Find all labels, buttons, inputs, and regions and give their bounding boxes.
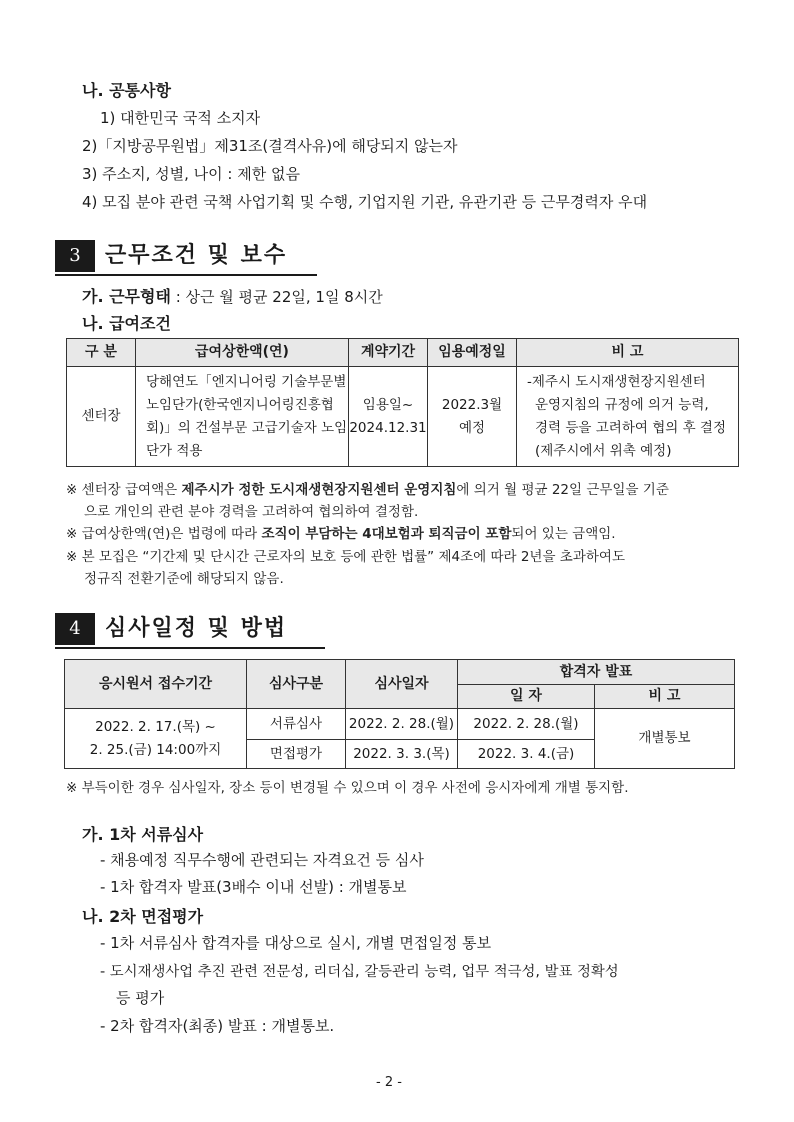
cell-type: 서류심사 [247,709,346,740]
remark-line: 운영지침의 규정에 의거 능력, [535,396,709,413]
header-remark: 비 고 [517,339,739,367]
header-contract: 계약기간 [349,339,428,367]
cell-remark: 개별통보 [595,709,735,769]
cell-appoint [428,367,517,467]
header-salary: 급여상한액(연) [136,339,349,367]
cell-date: 2022. 2. 28.(월) [346,709,458,740]
work-condition [82,284,383,307]
salary-table [66,338,739,467]
common-title: 나. 공통사항 [82,81,171,100]
cell-period [65,709,247,769]
cell-salary [136,367,349,467]
second-review-item-2: - 도시재생사업 추진 관련 전문성, 리더십, 갈등관리 능력, 업무 적극성, 발표 정확성 [100,964,619,980]
schedule-header-row-1 [65,660,735,685]
salary-line: 노임단가(한국엔지니어링진흥협 [146,396,334,413]
section4-underline [55,647,325,649]
table-row [67,367,739,467]
period-line: 2. 25.(금) 14:00까지 [89,741,222,758]
remark-line: 경력 등을 고려하여 협의 후 결정 [535,419,726,436]
schedule-table [64,659,735,769]
common-item-3: 3) 주소지, 성별, 나이 : 제한 없음 [82,165,300,183]
salary-note-1 [66,478,669,498]
salary-note-3-cont: 정규직 전환기준에 해당되지 않음. [84,571,284,587]
section3-heading [55,240,317,272]
cell-contract [349,367,428,467]
header-category: 구 분 [67,339,136,367]
pay-condition-label: 나. 급여조건 [82,314,171,333]
second-review-item-1: - 1차 서류심사 합격자를 대상으로 실시, 개별 면접일정 통보 [100,934,492,952]
note-bold: 제주시가 정한 도시재생현장지원센터 운영지침 [181,482,457,498]
common-item-4: 4) 모집 분야 관련 국책 사업기획 및 수행, 기업지원 기관, 유관기관 등 근무경력자 우대 [82,193,648,211]
salary-table-header [67,339,739,367]
note-text: ※ 센터장 급여액은 [66,482,182,498]
salary-note-3: ※ 본 모집은 “기간제 및 단시간 근로자의 보호 등에 관한 법률” 제4조에 따라 2년을 초과하여도 [66,549,625,565]
remark-line: -제주시 도시재생현장지원센터 [527,373,706,390]
second-review-item-3: - 2차 합격자(최종) 발표 : 개별통보. [100,1017,335,1035]
cell-category: 센터장 [67,367,136,467]
common-item-1: 1) 대한민국 국적 소지자 [100,109,261,127]
section3-underline [55,274,317,276]
note-text: 에 의거 월 평균 22일 근무일을 기준 [456,482,669,498]
second-review-title: 나. 2차 면접평가 [82,907,204,926]
salary-line: 단가 적용 [146,442,203,459]
cell-date: 2022. 3. 3.(목) [346,740,458,769]
header-period: 응시원서 접수기간 [65,660,247,709]
header-appoint: 임용예정일 [428,339,517,367]
header-type: 심사구분 [247,660,346,709]
appoint-line: 2022.3월 [441,396,503,413]
salary-line: 당해연도「엔지니어링 기술부문별 [146,373,347,390]
section3-number: 3 [55,240,95,272]
first-review-item-1: - 채용예정 직무수행에 관련되는 자격요건 등 심사 [100,851,424,869]
section4-title: 심사일정 및 방법 [105,616,288,641]
common-item-2: 2)「지방공무원법」제31조(결격사유)에 해당되지 않는자 [82,137,458,155]
cell-remark [517,367,739,467]
salary-note-1-cont: 으로 개인의 관련 분야 경력을 고려하여 협의하여 결정함. [84,504,419,520]
section3-title: 근무조건 및 보수 [105,243,288,268]
contract-line: 임용일~ [362,396,414,413]
salary-note-2 [66,522,616,542]
cell-type: 면접평가 [247,740,346,769]
note-text: 되어 있는 금액임. [511,526,616,542]
first-review-title: 가. 1차 서류심사 [82,825,204,844]
page-number: - 2 - [376,1075,402,1090]
header-day: 일 자 [458,685,595,709]
remark-line: (제주시에서 위촉 예정) [535,442,672,459]
table-row [65,709,735,740]
salary-line: 회)」의 건설부문 고급기술자 노임 [146,419,348,436]
cell-day: 2022. 3. 4.(금) [458,740,595,769]
note-bold: 조직이 부담하는 4대보험과 퇴직금이 포함 [261,526,512,542]
header-result: 합격자 발표 [458,660,735,685]
header-date: 심사일자 [346,660,458,709]
second-review-item-2-cont: 등 평가 [116,989,165,1007]
schedule-note: ※ 부득이한 경우 심사일자, 장소 등이 변경될 수 있으며 이 경우 사전에 응시자에게 개별 통지함. [66,780,629,796]
note-text: ※ 급여상한액(연)은 법령에 따라 [66,526,262,542]
first-review-item-2: - 1차 합격자 발표(3배수 이내 선발) : 개별통보 [100,878,407,896]
period-line: 2022. 2. 17.(목) ~ [95,718,216,735]
work-condition-label: 가. 근무형태 [82,287,171,306]
header-remark: 비 고 [595,685,735,709]
section4-number: 4 [55,613,95,645]
work-condition-text: : 상근 월 평균 22일, 1일 8시간 [170,288,383,306]
section4-heading [55,613,325,645]
appoint-line: 예정 [458,419,486,436]
cell-day: 2022. 2. 28.(월) [458,709,595,740]
contract-line: 2024.12.31 [349,419,427,436]
